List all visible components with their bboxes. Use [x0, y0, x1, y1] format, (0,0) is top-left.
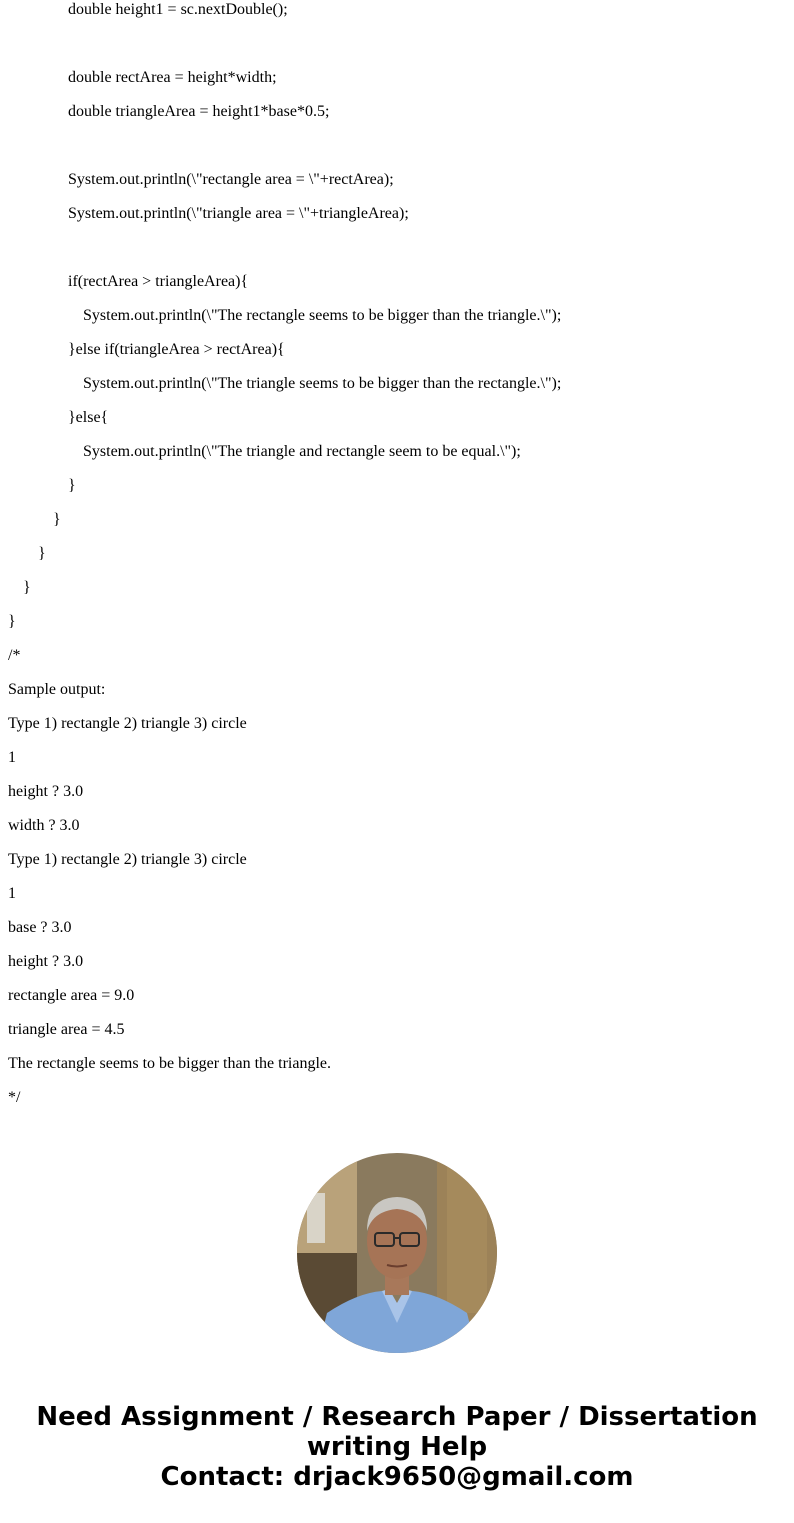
code-line: } [68, 477, 76, 494]
code-line: double height1 = sc.nextDouble(); [68, 1, 288, 18]
code-line: System.out.println(\"The triangle and rectangle seem to be equal.\"); [83, 443, 521, 460]
code-line: } [23, 579, 31, 596]
code-line: } [53, 511, 61, 528]
code-line: } [38, 545, 46, 562]
code-line: rectangle area = 9.0 [8, 987, 135, 1004]
code-line: System.out.println(\"The triangle seems to be bigger than the rectangle.\"); [83, 375, 562, 392]
code-line: Sample output: [8, 681, 106, 698]
code-line: System.out.println(\"triangle area = \"+triangleArea); [68, 205, 409, 222]
code-line: height ? 3.0 [8, 783, 84, 800]
code-line: }else if(triangleArea > rectArea){ [68, 341, 285, 358]
code-line: 1 [8, 749, 16, 766]
code-line: /* [8, 647, 21, 664]
code-line: if(rectArea > triangleArea){ [68, 273, 249, 290]
code-line: The rectangle seems to be bigger than the triangle. [8, 1055, 331, 1072]
code-line: Type 1) rectangle 2) triangle 3) circle [8, 715, 247, 732]
code-line: base ? 3.0 [8, 919, 72, 936]
code-line: System.out.println(\"The rectangle seems to be bigger than the triangle.\"); [83, 307, 562, 324]
code-line: width ? 3.0 [8, 817, 80, 834]
code-line: }else{ [68, 409, 109, 426]
portrait-photo [297, 1153, 497, 1353]
code-line: 1 [8, 885, 16, 902]
code-line: Type 1) rectangle 2) triangle 3) circle [8, 851, 247, 868]
author-avatar [297, 1153, 497, 1353]
code-line: } [8, 613, 16, 630]
code-line: triangle area = 4.5 [8, 1021, 125, 1038]
banner-line-help: writing Help [306, 1432, 488, 1462]
code-line: */ [8, 1089, 21, 1106]
code-line: double triangleArea = height1*base*0.5; [68, 103, 330, 120]
code-line: height ? 3.0 [8, 953, 84, 970]
code-line: double rectArea = height*width; [68, 69, 277, 86]
code-line: System.out.println(\"rectangle area = \"+rectArea); [68, 171, 394, 188]
contact-banner [0, 1402, 794, 1492]
banner-line-contact: Contact: drjack9650@gmail.com [160, 1462, 634, 1492]
banner-line-offer: Need Assignment / Research Paper / Dissertation [36, 1402, 758, 1432]
